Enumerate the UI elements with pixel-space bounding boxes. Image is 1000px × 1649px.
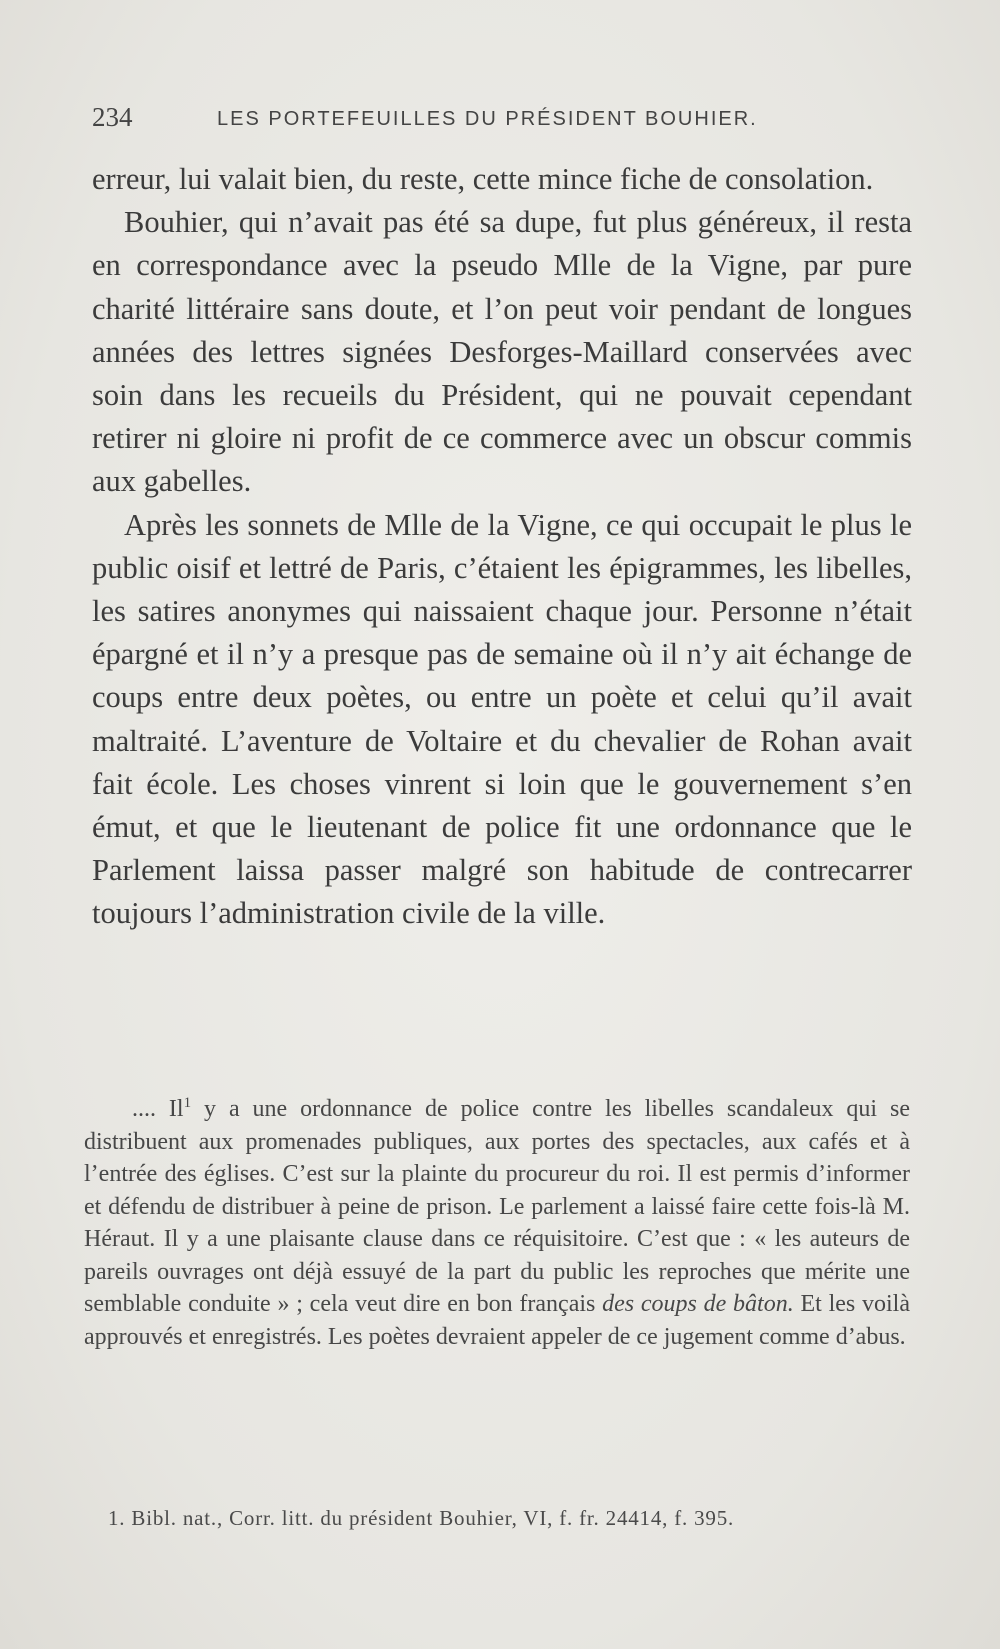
- paragraph-3: Après les sonnets de Mlle de la Vigne, ce qui occupait le plus le public oisif et lettré de Paris, c’étaient les épigrammes, les libelles, les satires anonymes qui naissaient chaque jour. Personne n’était épargné et il n’y a presque pas de semaine où il n’y ait échange de coups entre deux poètes, ou entre un poète et celui qu’il avait maltraité. L’aventure de Voltaire et du chevalier de Rohan avait fait école. Les choses vinrent si loin que le gouvernement s’en émut, et que le lieutenant de police fit une ordonnance que le Parlement laissa passer malgré son habitude de contrecarrer toujours l’administration civile de la ville.: [92, 507, 912, 931]
- main-text: [92, 158, 912, 936]
- footnote: 1. Bibl. nat., Corr. litt. du président Bouhier, VI, f. fr. 24414, f. 395.: [108, 1506, 735, 1530]
- quote-text-end: Et les voilà approuvés et enregistrés. Les poètes devraient appeler de ce jugement comme d’abus.: [84, 1291, 911, 1350]
- running-title: LES PORTEFEUILLES DU PRÉSIDENT BOUHIER.: [217, 108, 758, 130]
- footnote-reference: 1: [183, 1095, 192, 1111]
- quoted-passage: [84, 1093, 910, 1353]
- quote-paragraph: [84, 1093, 910, 1353]
- quote-text: y a une ordonnance de police contre les libelles scandaleux qui se distribuent aux promenades publiques, aux portes des spectacles, aux cafés et à l’entrée des églises. C’est sur la plainte du procureur du roi. Il est permis d’informer et défendu de distribuer à peine de prison. Le parlement a laissé faire cette fois-là M. Héraut. Il y a une plaisante clause dans ce réquisitoire. C’est que : « les auteurs de pareils ouvrages ont déjà essuyé de la part du public les reproches que mérite une semblable conduite » ; cela veut dire en bon français: [84, 1096, 910, 1317]
- paragraph-1: erreur, lui valait bien, du reste, cette mince fiche de consolation.: [92, 162, 874, 196]
- quote-italic: des coups de bâton.: [602, 1291, 794, 1317]
- paragraph-2: Bouhier, qui n’avait pas été sa dupe, fut plus généreux, il resta en correspondance avec la pseudo Mlle de la Vigne, par pure charité littéraire sans doute, et l’on peut voir pendant de longues années des lettres signées Desforges-Maillard conservées avec soin dans les recueils du Président, qui ne pouvait cependant retirer ni gloire ni profit de ce commerce avec un obscur commis aux gabelles.: [92, 205, 912, 499]
- quote-lead: .... Il: [132, 1096, 184, 1122]
- page-number: 234: [92, 102, 133, 132]
